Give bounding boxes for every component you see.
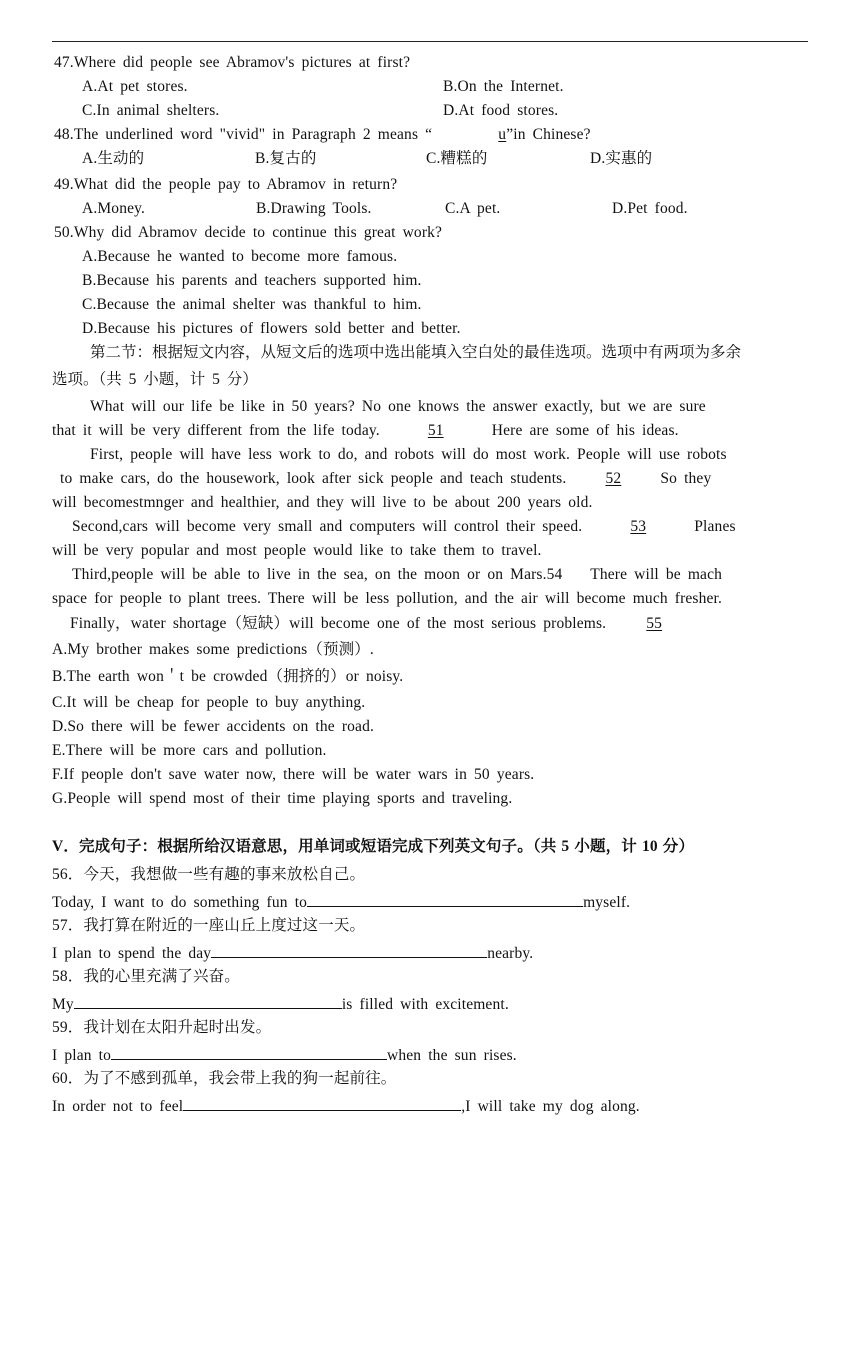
sentence-57-english (52, 942, 533, 964)
option-e: E.There will be more cars and pollution. (52, 742, 327, 759)
question-50-stem: 50.Why did Abramov decide to continue this great work? (54, 224, 443, 241)
passage-p1-line2 (52, 421, 679, 441)
option-g: G.People will spend most of their time playing sports and traveling. (52, 790, 513, 807)
passage-p2-line1: First, people will have less work to do, and robots will do most work. People will use robots (90, 446, 727, 463)
blank-52: 52 (605, 470, 622, 487)
passage-p2-text-end: So they (660, 470, 712, 487)
blank-53: 53 (630, 518, 647, 535)
option-c: C.It will be cheap for people to buy anything. (52, 694, 366, 711)
sentence-57-blank[interactable] (211, 942, 487, 958)
sentence-58-blank[interactable] (74, 993, 342, 1009)
sentence-59-english (52, 1044, 517, 1066)
question-48-option-a: A.生动的 (82, 150, 145, 167)
sentence-56-blank[interactable] (307, 891, 583, 907)
question-50-option-b: B.Because his parents and teachers supported him. (82, 272, 422, 289)
sentence-57-chinese: 57．我打算在附近的一座山丘上度过这一天。 (52, 917, 366, 934)
question-47-option-b: B.On the Internet. (443, 78, 564, 95)
passage-p1-text-end: Here are some of his ideas. (491, 422, 679, 439)
question-49-option-a: A.Money. (82, 200, 146, 217)
sentence-60-chinese: 60．为了不感到孤单，我会带上我的狗一起前往。 (52, 1070, 397, 1087)
sentence-59-chinese: 59．我计划在太阳升起时出发。 (52, 1019, 272, 1036)
passage-p1-line1: What will our life be like in 50 years? No one knows the answer exactly, but we are sure (90, 398, 706, 415)
passage-p2-line3: will becomestmnger and healthier, and they will live to be about 200 years old. (52, 494, 593, 511)
passage-p5-line1 (70, 614, 702, 634)
passage-p3-text: Second,cars will become very small and computers will control their speed. (72, 518, 583, 535)
question-50-option-c: C.Because the animal shelter was thankful to him. (82, 296, 422, 313)
question-50-option-a: A.Because he wanted to become more famous. (82, 248, 398, 265)
sentence-56-suffix: myself. (583, 894, 631, 911)
passage-p1-text: that it will be very different from the life today. (52, 422, 380, 439)
sentence-58-suffix: is filled with excitement. (341, 996, 509, 1013)
question-47-stem: 47.Where did people see Abramov's pictures at first? (54, 54, 411, 71)
question-48-option-c: C.糟糕的 (426, 150, 488, 167)
sentence-57-prefix: I plan to spend the day (52, 945, 212, 962)
sentence-60-suffix: ,I will take my dog along. (461, 1098, 640, 1115)
passage-p3-text-end: Planes (694, 518, 736, 535)
sentence-56-prefix: Today, I want to do something fun to (52, 894, 308, 911)
sentence-59-blank[interactable] (111, 1044, 387, 1060)
passage-p3-line1 (72, 517, 736, 537)
sentence-59-suffix: when the sun rises. (387, 1047, 517, 1064)
option-f: F.If people don't save water now, there will be water wars in 50 years. (52, 766, 535, 783)
sentence-59-prefix: I plan to (52, 1047, 112, 1064)
section2-instruction-line2: 选项。（共 5 小题，计 5 分） (52, 371, 258, 388)
question-49-option-c: C.A pet. (445, 200, 501, 217)
question-48-option-d: D.实惠的 (590, 150, 653, 167)
sentence-58-prefix: My (52, 996, 74, 1013)
sentence-58-chinese: 58．我的心里充满了兴奋。 (52, 968, 240, 985)
question-48-stem-text: 48.The underlined word "vivid" in Paragraph 2 means “ (54, 126, 433, 143)
question-47-option-a: A.At pet stores. (82, 78, 188, 95)
sentence-58-english (52, 993, 509, 1015)
section5-heading: V．完成句子：根据所给汉语意思，用单词或短语完成下列英文句子。（共 5 小题，计 10 分） (52, 838, 695, 855)
passage-p3-line2: will be very popular and most people would like to take them to travel. (52, 542, 542, 559)
question-48-option-b: B.复古的 (255, 150, 317, 167)
question-49-option-b: B.Drawing Tools. (256, 200, 372, 217)
question-47-option-c: C.In animal shelters. (82, 102, 220, 119)
option-d: D.So there will be fewer accidents on the road. (52, 718, 375, 735)
passage-p4-line2: space for people to plant trees. There will be less pollution, and the air will become much fresher. (52, 590, 723, 607)
section2-instruction-line1: 第二节：根据短文内容，从短文后的选项中选出能填入空白处的最佳选项。选项中有两项为多余 (90, 344, 742, 361)
question-48-stem-end: ”in Chinese? (506, 126, 591, 143)
blank-51: 51 (427, 422, 444, 439)
passage-p2-text: to make cars, do the housework, look after sick people and teach students. (60, 470, 567, 487)
passage-p2-line2 (60, 469, 711, 489)
question-50-option-d: D.Because his pictures of flowers sold better and better. (82, 320, 461, 337)
sentence-56-english (52, 891, 630, 913)
sentence-60-blank[interactable] (183, 1095, 461, 1111)
option-a: A.My brother makes some predictions（预测）. (52, 641, 374, 658)
question-47-option-d: D.At food stores. (443, 102, 559, 119)
sentence-57-suffix: nearby. (487, 945, 534, 962)
question-48-blank: u (498, 126, 507, 143)
blank-55: 55 (646, 615, 663, 632)
option-b: B.The earth won＇t be crowded（拥挤的）or noisy. (52, 668, 404, 685)
sentence-56-chinese: 56．今天，我想做一些有趣的事来放松自己。 (52, 866, 366, 883)
question-49-option-d: D.Pet food. (612, 200, 688, 217)
question-48-stem (54, 125, 591, 145)
passage-p4-line1: Third,people will be able to live in the sea, on the moon or on Mars.54 There will be mach (72, 566, 723, 583)
sentence-60-prefix: In order not to feel (52, 1098, 184, 1115)
sentence-60-english (52, 1095, 640, 1117)
passage-p5-text: Finally，water shortage（短缺）will become one of the most serious problems. (70, 615, 607, 632)
top-rule (52, 41, 808, 42)
question-49-stem: 49.What did the people pay to Abramov in return? (54, 176, 398, 193)
